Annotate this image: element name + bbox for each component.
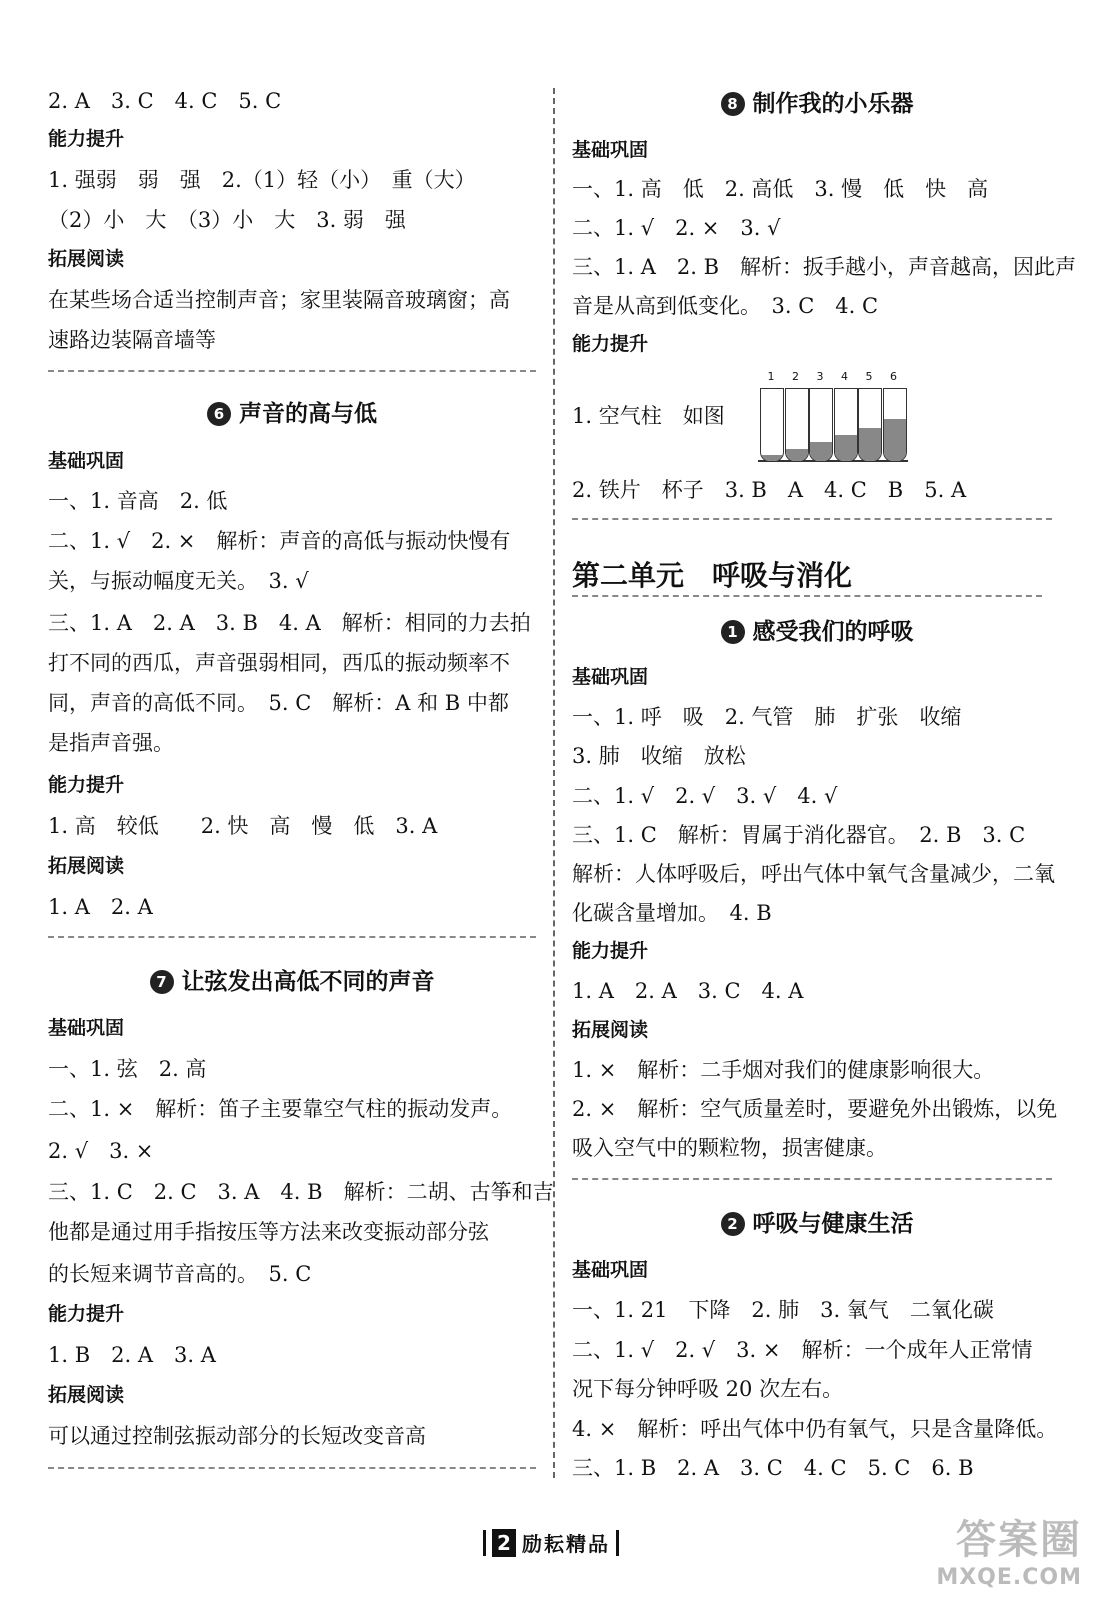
subheading: 拓展阅读 (48, 248, 125, 270)
page-number: 2 (492, 1529, 516, 1557)
section-separator (48, 370, 536, 372)
watermark (936, 1508, 1082, 1590)
answer-line: 速路边装隔音墙等 (48, 328, 216, 352)
column-divider (553, 88, 555, 1478)
subheading: 能力提升 (48, 128, 125, 150)
section-title-text: 让弦发出高低不同的声音 (181, 969, 435, 995)
subheading: 能力提升 (48, 774, 125, 796)
answer-line: 二、1. × 解析：笛子主要靠空气柱的振动发声。 (48, 1097, 513, 1121)
answer-line: 2. × 解析：空气质量差时，要避免外出锻炼，以免 (572, 1097, 1058, 1121)
section-title-text: 制作我的小乐器 (752, 91, 914, 117)
answer-line: 打不同的西瓜，声音强弱相同，西瓜的振动频率不 (48, 651, 510, 675)
answer-line: 1. A 2. A 3. C 4. A (572, 979, 804, 1003)
tube-water (810, 442, 832, 461)
tube-label: 1 (767, 370, 775, 383)
tube (834, 388, 858, 462)
section-title-r2 (572, 1212, 1062, 1236)
section-separator (572, 518, 1052, 520)
section-title-8 (572, 92, 1062, 116)
tube (858, 388, 882, 462)
answer-line: 三、1. A 2. B 解析：扳手越小，声音越高，因此声 (572, 255, 1077, 279)
answer-line: 一、1. 弦 2. 高 (48, 1057, 207, 1081)
answer-line: 吸入空气中的颗粒物，损害健康。 (572, 1136, 887, 1160)
tube-label: 6 (890, 370, 897, 383)
answer-line: 音是从高到低变化。 3. C 4. C (572, 294, 879, 318)
answer-line: 4. × 解析：呼出气体中仍有氧气，只是含量降低。 (572, 1417, 1058, 1441)
answer-line: 解析：人体呼吸后，呼出气体中氧气含量减少，二氧 (572, 862, 1055, 886)
tube-water (786, 449, 808, 461)
answer-line: 1. × 解析：二手烟对我们的健康影响很大。 (572, 1058, 995, 1082)
tube-label: 3 (816, 370, 824, 383)
section-title-text: 呼吸与健康生活 (752, 1211, 914, 1237)
answer-line: 况下每分钟呼吸 20 次左右。 (572, 1377, 844, 1401)
tube-water (835, 435, 857, 461)
answer-line: 二、1. √ 2. √ 3. √ 4. √ (572, 784, 838, 808)
section-title-7 (48, 970, 536, 994)
answer-line: 2. √ 3. × (48, 1139, 154, 1163)
section-separator (572, 1178, 1052, 1180)
answer-line: 三、1. C 2. C 3. A 4. B 解析：二胡、古筝和吉 (48, 1180, 554, 1204)
answer-line: 是指声音强。 (48, 731, 174, 755)
tube-water (884, 419, 906, 461)
subheading: 能力提升 (48, 1303, 125, 1325)
footer-bar (483, 1530, 486, 1556)
answer-line: 在某些场合适当控制声音；家里装隔音玻璃窗；高 (48, 288, 510, 312)
answer-line: 二、1. √ 2. × 解析：声音的高低与振动快慢有 (48, 529, 511, 553)
subheading: 基础巩固 (572, 1259, 649, 1281)
subheading: 能力提升 (572, 333, 649, 355)
tube-label: 4 (841, 370, 848, 383)
answer-line: 一、1. 21 下降 2. 肺 3. 氧气 二氧化碳 (572, 1298, 994, 1322)
watermark-url: MXQE.COM (936, 1565, 1082, 1590)
brand-name: 励耘精品 (522, 1532, 610, 1556)
answer-line: 关，与振动幅度无关。 3. √ (48, 569, 309, 593)
answer-line: 3. 肺 收缩 放松 (572, 744, 746, 768)
answer-line: 一、1. 呼 吸 2. 气管 肺 扩张 收缩 (572, 705, 962, 729)
tube (809, 388, 833, 462)
answer-line: （2）小 大 （3）小 大 3. 弱 强 (48, 208, 406, 232)
answer-line: 1. A 2. A (48, 895, 153, 919)
tube-label: 2 (792, 370, 799, 383)
answer-line: 2. A 3. C 4. C 5. C (48, 89, 282, 113)
subheading: 拓展阅读 (48, 855, 125, 877)
unit-title: 第二单元 呼吸与消化 (572, 559, 853, 592)
subheading: 能力提升 (572, 940, 649, 962)
answer-line: 一、1. 音高 2. 低 (48, 489, 228, 513)
subheading: 拓展阅读 (48, 1384, 125, 1406)
subheading: 基础巩固 (572, 139, 649, 161)
tube-water (761, 455, 783, 461)
subheading: 基础巩固 (48, 1017, 125, 1039)
answer-line: 三、1. C 解析：胃属于消化器官。 2. B 3. C (572, 823, 1026, 847)
subheading: 拓展阅读 (572, 1019, 649, 1041)
section-number-badge: 2 (721, 1212, 745, 1236)
footer-bar (616, 1530, 619, 1556)
answer-line: 他都是通过用手指按压等方法来改变振动部分弦 (48, 1220, 489, 1244)
section-title-text: 感受我们的呼吸 (752, 619, 914, 645)
watermark-logo: 答案圈 (956, 1517, 1082, 1563)
tube (785, 388, 809, 462)
section-title-6 (48, 402, 536, 426)
section-number-badge: 1 (721, 620, 745, 644)
subheading: 基础巩固 (48, 450, 125, 472)
answer-line: 的长短来调节音高的。 5. C (48, 1262, 312, 1286)
answer-line: 1. B 2. A 3. A (48, 1343, 216, 1367)
section-separator (48, 936, 536, 938)
answer-line: 同，声音的高低不同。 5. C 解析：A 和 B 中都 (48, 691, 509, 715)
answer-line: 一、1. 高 低 2. 高低 3. 慢 低 快 高 (572, 177, 989, 201)
answer-line: 可以通过控制弦振动部分的长短改变音高 (48, 1424, 426, 1448)
answer-line: 1. 强弱 弱 强 2.（1）轻（小） 重（大） (48, 168, 476, 192)
tube (883, 388, 907, 462)
answer-line: 三、1. B 2. A 3. C 4. C 5. C 6. B (572, 1456, 974, 1480)
answer-line: 1. 空气柱 如图 (572, 404, 725, 428)
section-number-badge: 6 (207, 402, 231, 426)
section-separator (572, 595, 1042, 597)
answer-line: 1. 高 较低 2. 快 高 慢 低 3. A (48, 814, 438, 838)
section-separator (48, 1467, 536, 1469)
answer-line: 2. 铁片 杯子 3. B A 4. C B 5. A (572, 478, 967, 502)
section-title-text: 声音的高与低 (239, 401, 377, 427)
tube (760, 388, 784, 462)
section-number-badge: 7 (150, 970, 174, 994)
subheading: 基础巩固 (572, 666, 649, 688)
tube-water (859, 428, 881, 461)
section-title-r1 (572, 620, 1062, 644)
tube-label: 5 (865, 370, 873, 383)
answer-line: 化碳含量增加。 4. B (572, 901, 772, 925)
answer-line: 三、1. A 2. A 3. B 4. A 解析：相同的力去拍 (48, 611, 531, 635)
tube-figure (758, 370, 908, 466)
answer-line: 二、1. √ 2. × 3. √ (572, 216, 781, 240)
answer-line: 二、1. √ 2. √ 3. × 解析：一个成年人正常情 (572, 1338, 1033, 1362)
section-number-badge: 8 (721, 92, 745, 116)
